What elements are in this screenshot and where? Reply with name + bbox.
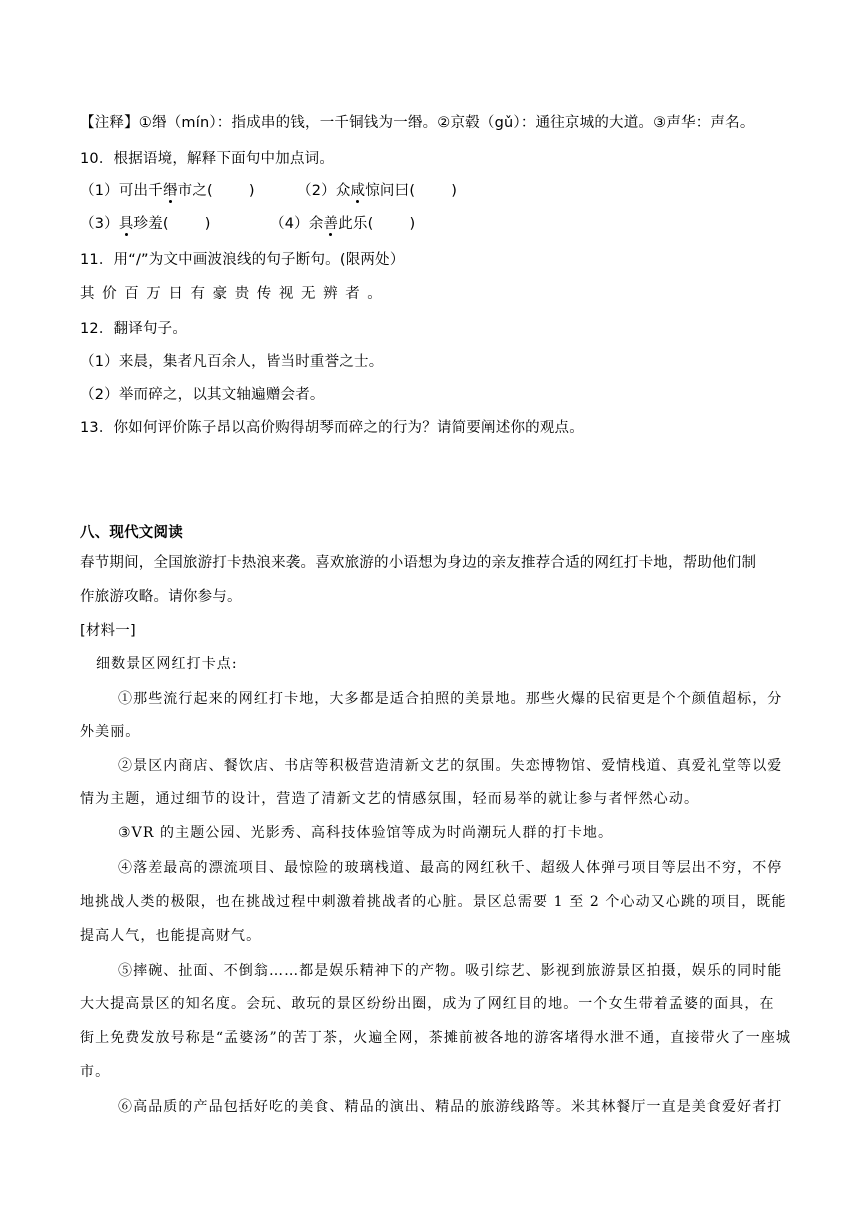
paragraph-line: 外美丽。 <box>80 724 141 740</box>
question-10-item-3: （3）具珍羞( ) <box>80 216 211 232</box>
question-11-sentence: 其价百万日有豪贵传视无辨者。 <box>80 286 390 302</box>
intro-line: 春节期间，全国旅游打卡热浪来袭。喜欢旅游的小语想为身边的亲友推荐合适的网红打卡地，帮助他们制 <box>80 555 757 571</box>
dotted-word: 善 <box>323 216 339 232</box>
paragraph-line: ②景区内商店、餐饮店、书店等积极营造清新文艺的氛围。失恋博物馆、爱情栈道、真爱礼堂等以爱 <box>118 758 783 774</box>
paragraph-line: ④落差最高的漂流项目、最惊险的玻璃栈道、最高的网红秋千、超级人体弹弓项目等层出不穷，不停 <box>118 860 783 876</box>
annotation-note: 【注释】①缗（mín）：指成串的钱，一千铜钱为一缗。②京毂（gǔ）：通往京城的大道。③声华：声名。 <box>80 115 755 131</box>
question-10-stem: 10．根据语境，解释下面句中加点词。 <box>80 151 335 167</box>
paragraph-line: ⑥高品质的产品包括好吃的美食、精品的演出、精品的旅游线路等。米其林餐厅一直是美食爱好者打 <box>118 1099 783 1115</box>
dotted-word: 咸 <box>350 183 366 199</box>
dotted-word: 具 <box>118 216 134 232</box>
paragraph-line: 情为主题，通过细节的设计，营造了清新文艺的情感氛围，轻而易举的就让参与者怦然心动。 <box>80 791 700 807</box>
material-title: 细数景区网红打卡点: <box>96 656 238 672</box>
section-heading: 八、现代文阅读 <box>80 525 183 541</box>
paragraph-line: 大大提高景区的知名度。会玩、敢玩的景区纷纷出圈，成为了网红目的地。一个女生带着孟婆的面具，在 <box>80 996 775 1012</box>
paragraph-line: ③VR 的主题公园、光影秀、高科技体验馆等成为时尚潮玩人群的打卡地。 <box>118 825 614 841</box>
question-13-stem: 13．你如何评价陈子昂以高价购得胡琴而碎之的行为？请简要阐述你的观点。 <box>80 420 584 436</box>
intro-line: 作旅游攻略。请你参与。 <box>80 589 242 605</box>
question-12-item-1: （1）来晨，集者凡百余人，皆当时重誉之士。 <box>80 354 384 370</box>
question-10-item-1: （1）可出千缗市之( ) <box>80 183 255 199</box>
dotted-word: 缗 <box>162 183 178 199</box>
question-10-item-2: （2）众咸惊问曰( ) <box>297 183 458 199</box>
paragraph-line: 地挑战人类的极限，也在挑战过程中刺激着挑战者的心脏。景区总需要 1 至 2 个心动又心跳的项目，既能 <box>80 894 787 910</box>
question-12-item-2: （2）举而碎之，以其文轴遍赠会者。 <box>80 387 325 403</box>
paragraph-line: ⑤摔碗、扯面、不倒翁……都是娱乐精神下的产物。吸引综艺、影视到旅游景区拍摄，娱乐的同时能 <box>118 963 783 979</box>
paragraph-line: 提高人气，也能提高财气。 <box>80 928 262 944</box>
paragraph-line: ①那些流行起来的网红打卡地，大多都是适合拍照的美景地。那些火爆的民宿更是个个颜值超标，分 <box>118 691 783 707</box>
question-12-stem: 12．翻译句子。 <box>80 321 188 337</box>
paragraph-line: 街上免费发放号称是“孟婆汤”的苦丁茶，火遍全网，茶摊前被各地的游客堵得水泄不通，直接带火了一座城 <box>80 1030 792 1046</box>
material-label: [材料一] <box>80 623 136 639</box>
question-10-item-4: （4）余善此乐( ) <box>270 216 416 232</box>
paragraph-line: 市。 <box>80 1064 111 1080</box>
question-11-stem: 11．用“/”为文中画波浪线的句子断句。(限两处） <box>80 252 405 268</box>
